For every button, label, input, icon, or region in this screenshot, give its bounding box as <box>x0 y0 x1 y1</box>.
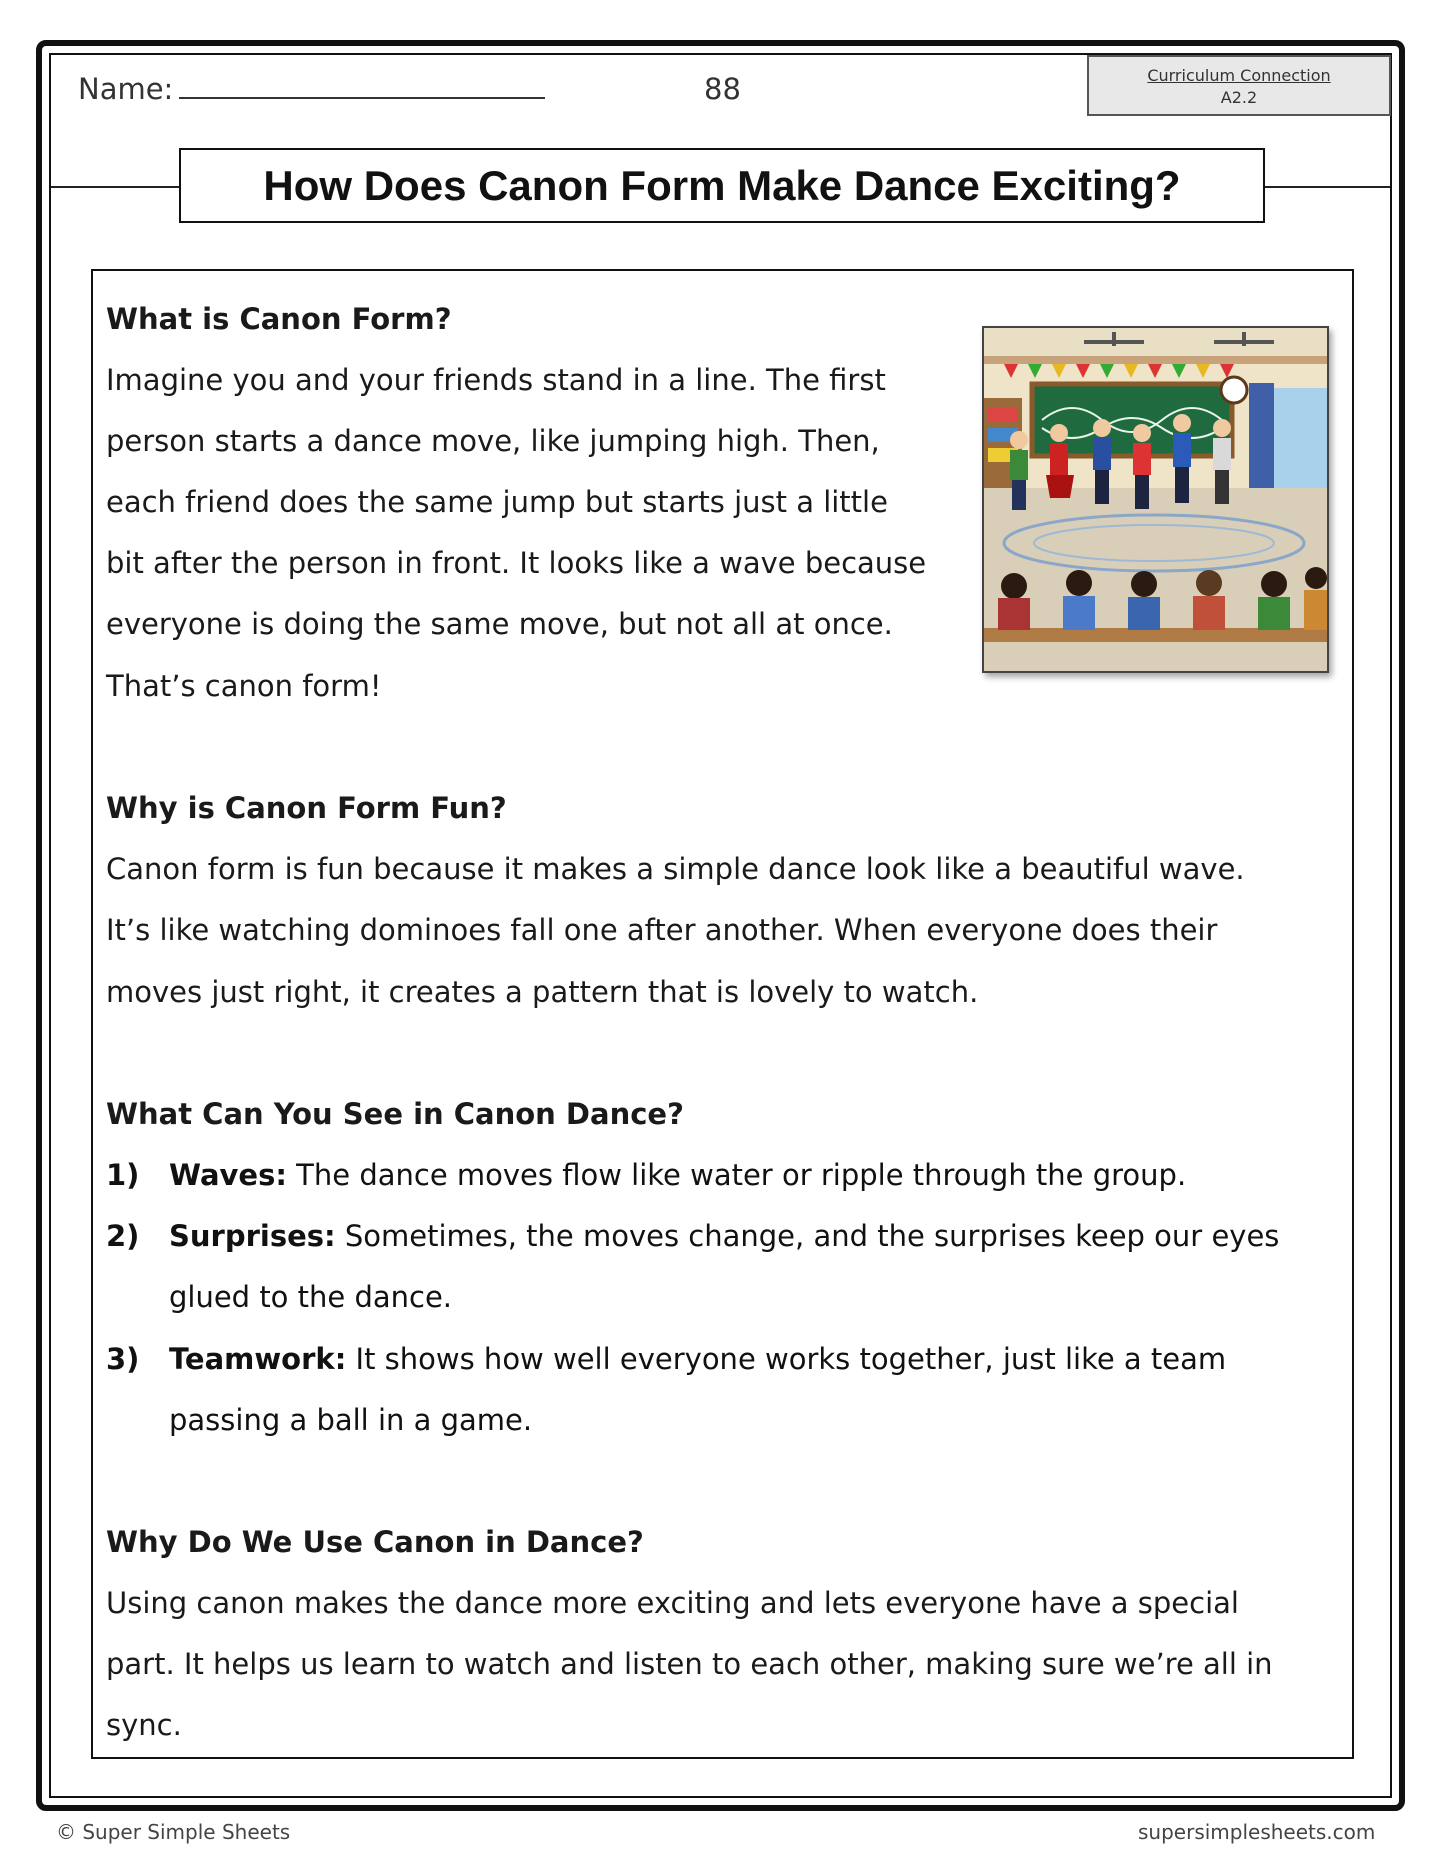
fun-line-2: It’s like watching dominoes fall one after another. When everyone does their <box>106 913 1218 947</box>
what-line-1: Imagine you and your friends stand in a line. The first <box>106 363 886 397</box>
list-term: Surprises: <box>169 1219 336 1253</box>
section-heading-what: What is Canon Form? <box>106 302 452 336</box>
classroom-dance-illustration <box>982 326 1329 673</box>
list-item-body <box>169 1145 1299 1206</box>
name-field[interactable] <box>78 72 545 106</box>
use-line-1: Using canon makes the dance more exciting and lets everyone have a special <box>106 1586 1239 1620</box>
section-heading-see: What Can You See in Canon Dance? <box>106 1097 684 1131</box>
page-number: 88 <box>704 72 741 106</box>
footer-copyright: © Super Simple Sheets <box>56 1820 291 1844</box>
fun-line-3: moves just right, it creates a pattern that is lovely to watch. <box>106 975 979 1009</box>
fun-line-1: Canon form is fun because it makes a simple dance look like a beautiful wave. <box>106 852 1245 886</box>
list-number: 1) <box>106 1158 140 1192</box>
list-term: Teamwork: <box>169 1342 347 1376</box>
list-number: 2) <box>106 1219 140 1253</box>
section-heading-use: Why Do We Use Canon in Dance? <box>106 1525 644 1559</box>
what-line-2: person starts a dance move, like jumping high. Then, <box>106 424 880 458</box>
list-text: Sometimes, the moves change, and the surprises keep our eyes <box>335 1219 1280 1253</box>
list-item-body <box>169 1206 1299 1329</box>
what-line-5: everyone is doing the same move, but not all at once. <box>106 607 893 641</box>
list-text: The dance moves flow like water or ripple through the group. <box>286 1158 1187 1192</box>
what-line-4: bit after the person in front. It looks like a wave because <box>106 546 927 580</box>
curriculum-code: A2.2 <box>1220 88 1258 107</box>
use-line-3: sync. <box>106 1708 182 1742</box>
what-line-3: each friend does the same jump but starts just a little <box>106 485 888 519</box>
list-item-body <box>169 1329 1299 1452</box>
list-text-continued: passing a ball in a game. <box>169 1403 533 1438</box>
list-term: Waves: <box>169 1158 287 1192</box>
use-line-2: part. It helps us learn to watch and listen to each other, making sure we’re all in <box>106 1647 1273 1681</box>
page-title: How Does Canon Form Make Dance Exciting? <box>263 161 1181 209</box>
footer-website[interactable]: supersimplesheets.com <box>1138 1820 1376 1844</box>
name-label: Name: <box>78 72 174 106</box>
list-text: It shows how well everyone works together, just like a team <box>346 1342 1227 1376</box>
title-rule-left <box>51 186 179 188</box>
title-rule-right <box>1265 186 1390 188</box>
section-heading-fun: Why is Canon Form Fun? <box>106 791 507 825</box>
curriculum-title: Curriculum Connection <box>1147 66 1331 85</box>
name-blank-line[interactable] <box>179 75 545 99</box>
list-text-continued: glued to the dance. <box>169 1280 453 1315</box>
list-number: 3) <box>106 1342 140 1376</box>
title-box <box>179 148 1265 223</box>
what-line-6: That’s canon form! <box>106 669 382 703</box>
curriculum-connection-box <box>1087 55 1391 116</box>
